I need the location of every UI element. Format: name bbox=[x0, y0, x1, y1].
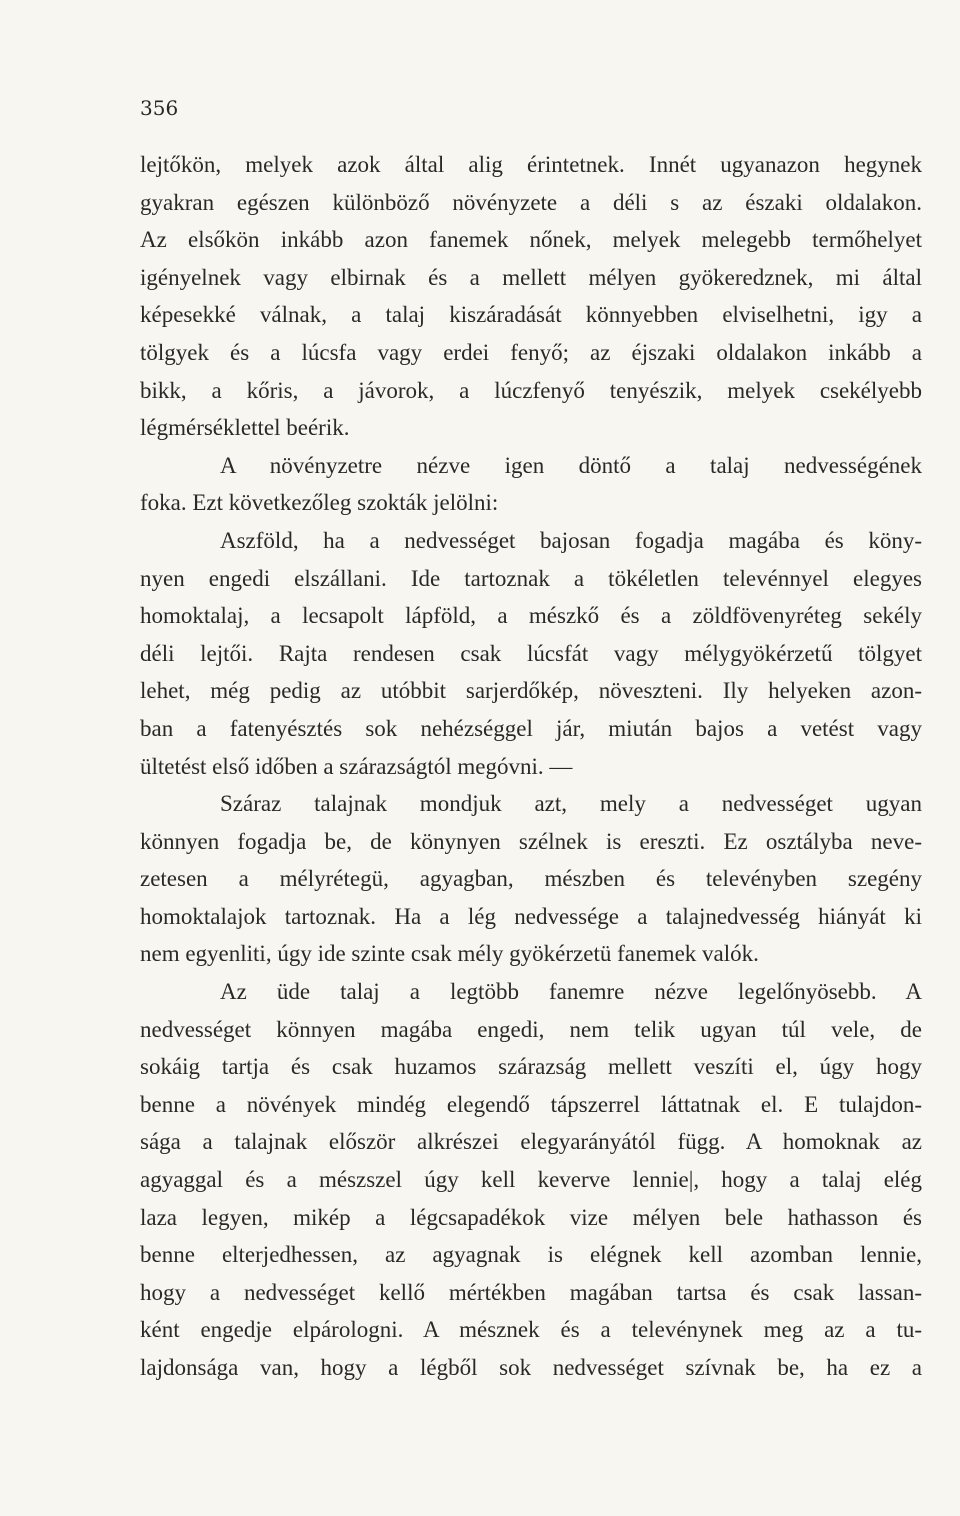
text-line: ban a fatenyésztés sok nehézséggel jár, miután bajos a vetést vagy bbox=[140, 715, 922, 741]
text-line: lejtőkön, melyek azok által alig érintetnek. Innét ugyanazon hegynek bbox=[140, 152, 922, 177]
text-line: képesekké válnak, a talaj kiszáradását könnyebben elviselhetni, igy a bbox=[140, 302, 922, 328]
text-line: nem egyenliti, úgy ide szinte csak mély gyökérzetü fanemek valók. bbox=[140, 941, 759, 967]
text-line: sága a talajnak először alkrészei elegyarányától függ. A homoknak az bbox=[140, 1129, 922, 1155]
text-line: lehet, még pedig az utóbbit sarjerdőkép, növeszteni. Ily helyeken azon- bbox=[140, 678, 922, 704]
paragraph-start-line: Az üde talaj a legtöbb fanemre nézve legelőnyösebb. A bbox=[220, 979, 922, 1005]
text-line: tölgyek és a lúcsfa vagy erdei fenyő; az éjszaki oldalakon inkább a bbox=[140, 339, 922, 365]
text-line: ültetést első időben a szárazságtól megóvni. — bbox=[140, 753, 573, 779]
text-line: Az elsőkön inkább azon fanemek nőnek, melyek melegebb termőhelyet bbox=[140, 227, 922, 253]
text-line: hogy a nedvességet kellő mértékben magában tartsa és csak lassan- bbox=[140, 1279, 922, 1305]
text-line: foka. Ezt következőleg szokták jelölni: bbox=[140, 490, 499, 516]
body-text bbox=[140, 146, 922, 1387]
text-line: benne a növények mindég elegendő tápszerrel láttatnak el. E tulajdon- bbox=[140, 1091, 922, 1117]
text-line: homoktalajok tartoznak. Ha a lég nedvessége a talajnedvesség hiányát ki bbox=[140, 903, 922, 929]
text-line: déli lejtői. Rajta rendesen csak lúcsfát vagy mélygyökérzetű tölgyet bbox=[140, 640, 922, 666]
page-number: 356 bbox=[140, 96, 179, 120]
text-line: zetesen a mélyrétegü, agyagban, mészben és televényben szegény bbox=[140, 866, 922, 892]
text-line: lajdonsága van, hogy a légből sok nedvességet szívnak be, ha ez a bbox=[140, 1355, 922, 1380]
text-line: benne elterjedhessen, az agyagnak is elégnek kell azomban lennie, bbox=[140, 1242, 922, 1268]
text-line: igényelnek vagy elbirnak és a mellett mélyen gyökeredznek, mi által bbox=[140, 264, 922, 290]
text-line: bikk, a kőris, a jávorok, a lúczfenyő tenyészik, melyek csekélyebb bbox=[140, 377, 922, 403]
paragraph-heading-line: A növényzetre nézve igen döntő a talaj nedvességének bbox=[220, 452, 922, 478]
text-line: sokáig tartja és csak huzamos szárazság mellett veszíti el, úgy hogy bbox=[140, 1054, 922, 1080]
text-line: ként engedje elpárologni. A mésznek és a televénynek meg az a tu- bbox=[140, 1317, 922, 1343]
text-line: laza legyen, mikép a légcsapadékok vize mélyen bele hathasson és bbox=[140, 1204, 922, 1230]
paragraph-start-line: Száraz talajnak mondjuk azt, mely a nedvességet ugyan bbox=[220, 791, 922, 817]
paragraph-start-line: Aszföld, ha a nedvességet bajosan fogadja magába és köny- bbox=[220, 527, 922, 553]
text-line: nedvességet könnyen magába engedi, nem telik ugyan túl vele, de bbox=[140, 1016, 922, 1042]
text-line: nyen engedi elszállani. Ide tartoznak a tökéletlen televénnyel elegyes bbox=[140, 565, 922, 591]
text-line: agyaggal és a mészszel úgy kell keverve lennie|, hogy a talaj elég bbox=[140, 1167, 922, 1193]
text-line: könnyen fogadja be, de könynyen szélnek is ereszti. Ez osztályba neve- bbox=[140, 828, 922, 854]
text-line: gyakran egészen különböző növényzete a déli s az északi oldalakon. bbox=[140, 189, 922, 215]
text-line: homoktalaj, a lecsapolt lápföld, a mészkő és a zöldfövenyréteg sekély bbox=[140, 603, 922, 629]
text-line: légmérséklettel beérik. bbox=[140, 415, 350, 441]
